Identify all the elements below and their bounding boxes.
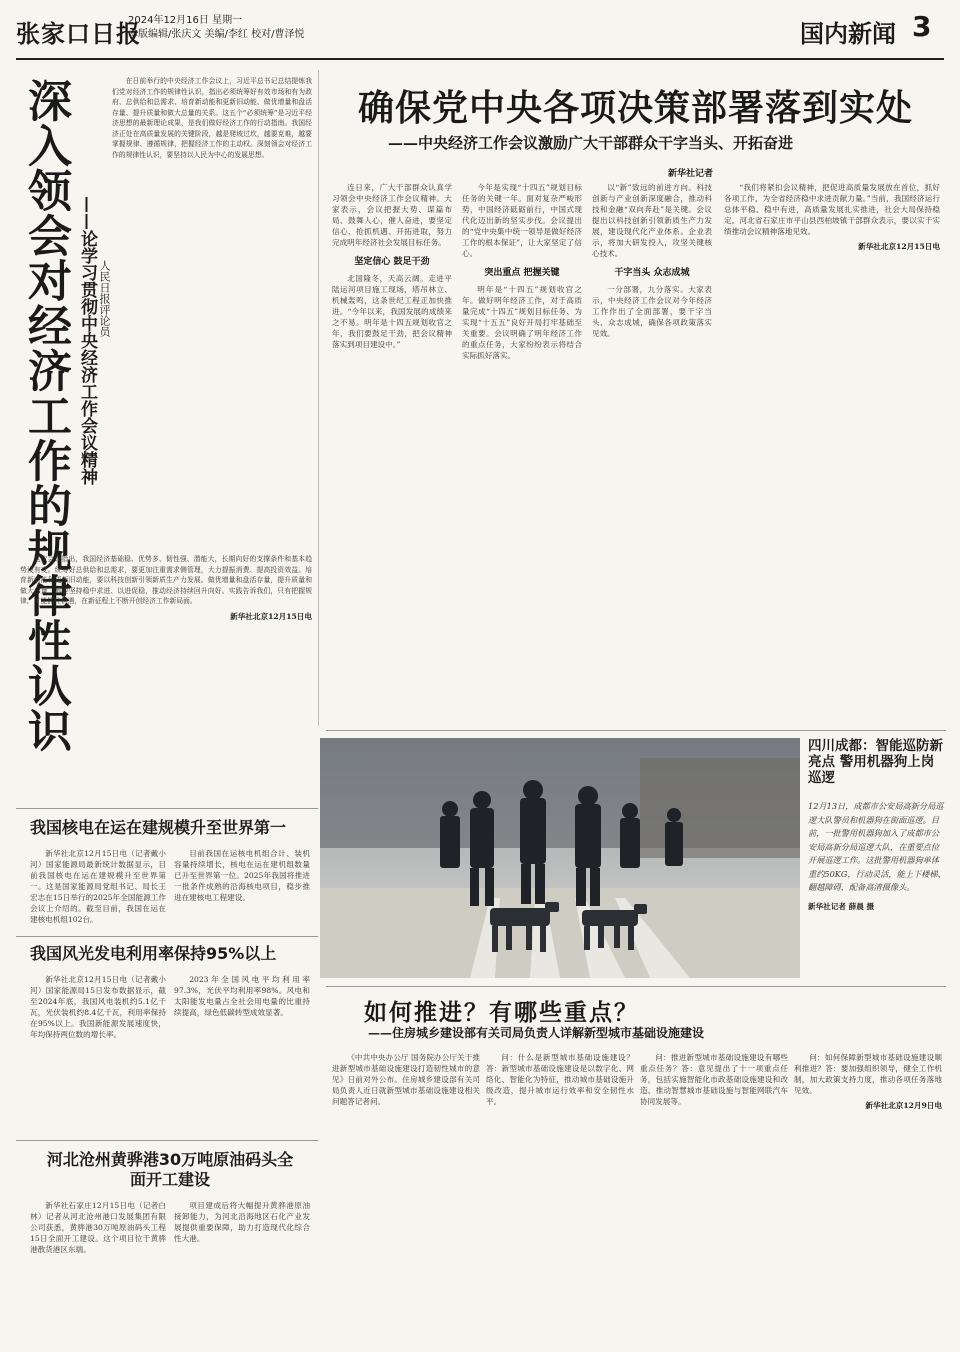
masthead-rule [16,58,944,60]
news-title-nuclear: 我国核电在运在建规模升至世界第一 [30,818,287,837]
news-nuclear-col-1 [30,848,166,925]
urban-title: 如何推进？有哪些重点？ [364,999,639,1026]
commentary-subtitle: ——论学习贯彻中央经济工作会议精神 [77,196,97,485]
lead-subhead: 干字当头 众志成城 [614,268,690,278]
news-title-port: 河北沧州黄骅港30万吨原油码头全面开工建设 [46,1150,294,1189]
commentary-credit: 新华社北京12月15日电 [230,611,312,621]
photo-illustration [320,738,800,978]
commentary-body-top [112,76,312,160]
lead-paragraph: “我们将紧扣会议精神，把促进高质量发展放在首位，抓好各项工作，为全省经济稳中求进贡献力量。”当前，我国经济运行总体平稳、稳中有进，高质量发展扎实推进，社会大局保持稳定。河北省石家庄市平山县西柏坡镇干部群众表示，要以实干实绩推动会议精神落地见效。 [724,183,940,236]
photo-credit: 新华社记者 薛晨 摄 [808,901,875,911]
photo-caption: 12月13日，成都市公安局高新分局巡逻大队警员和机器狗在街面巡逻。目前，一批警用机器狗加入了成都市公安局高新分局巡逻大队，在重要点位开展巡逻工作。这批警用机器狗单体重约50KG，行动灵活，能上下楼梯、翻越障碍，配备高清摄像头。 [808,801,946,892]
lead-credit: 新华社北京12月15日电 [858,242,940,251]
news-wind-solar-col-2 [174,974,310,1018]
photo-title: 四川成都：智能巡防新亮点 警用机器狗上岗巡逻 [808,738,943,786]
news-paragraph: 新华社石家庄12月15日电（记者白林）记者从河北沧州港口发展集团有限公司获悉，黄骅港30万吨原油码头工程15日全面开工建设。这个项目位于黄骅港散货港区东端。 [30,1201,166,1254]
masthead [0,0,960,64]
commentary-headline: 深入领会对经济工作的规律性认识 [20,78,71,753]
news-port-col-2 [174,1200,310,1244]
news-paragraph: 项目建成后将大幅提升黄骅港原油接卸能力，为河北沿海地区石化产业发展提供重要保障，助力打造现代化综合性大港。 [174,1201,310,1243]
commentary-body-bottom [20,554,312,622]
section-title: 国内新闻 [800,20,896,48]
date-line: 2024年12月16日 星期一 [128,15,243,26]
news-paragraph: 2023年全国风电平均利用率97.3%，光伏平均利用率98%。风电和太阳能发电量占全社会用电量的比重持续提高，绿色低碳转型成效显著。 [174,975,310,1017]
section-divider [16,936,318,937]
page-number: 3 [912,10,932,43]
edition-info [128,14,304,42]
lead-column-4 [724,182,940,252]
lead-paragraph: 以“新”致远的前进方向。科技创新与产业创新深度融合，推动科技和金融“双向奔赴”是关键。会议提出以科技创新引领新质生产力发展，建设现代化产业体系。企业表示，将加大研发投入，攻坚关键核心技术。 [592,183,712,258]
news-paragraph: 新华社北京12月15日电（记者戴小河）国家能源局最新统计数据显示，目前我国核电在运在建规模升至世界第一。这是国家能源局党组书记、局长王宏志在15日举行的2025年全国能源工作会议上介绍的。截至目前，我国在运在建核电机组102台。 [30,849,166,924]
lead-paragraph: 一分部署，九分落实。大家表示，中央经济工作会议对今年经济工作作出了全面部署，要干字当头、众志成城，确保各项政策落实见效。 [592,285,712,338]
lead-column-2 [462,182,582,361]
column-divider [318,70,319,726]
news-port-col-1 [30,1200,166,1255]
lead-paragraph: 连日来，广大干部群众认真学习领会中央经济工作会议精神。大家表示，会议把握大势、谋篇布局、鼓舞人心，催人奋进，要坚定信心、抢抓机遇、开拓进取，努力完成明年经济社会发展目标任务。 [332,183,452,247]
editors-line: 本版编辑/张庆文 美编/李红 校对/曹泽悦 [128,29,305,40]
news-nuclear-col-2 [174,848,310,903]
lead-column-1 [332,182,452,350]
lead-subhead: 突出重点 把握关键 [484,268,560,278]
section-divider [16,1140,318,1141]
news-wind-solar-col-1 [30,974,166,1040]
lead-column-3 [592,182,712,339]
lead-author: 新华社记者 [668,169,714,179]
urban-column-1 [332,1052,480,1107]
photo-caption-block [808,738,946,978]
urban-paragraph: 问：推进新型城市基础设施建设有哪些重点任务？答：意见提出了十一项重点任务，包括实施智能化市政基础设施建设和改造、推动智慧城市基础设施与智能网联汽车协同发展等。 [640,1053,788,1106]
news-title-wind-solar: 我国风光发电利用率保持95%以上 [30,944,277,963]
newspaper-logo: 张家口日报 [16,19,141,48]
lead-paragraph: 北国隆冬，天高云阔。走进平陆运河项目施工现场，塔吊林立、机械轰鸣，这条世纪工程正加快推进。“今年以来，我国发展的成绩来之不易。明年是十四五规划收官之年，我们要鼓足干劲，把会议精神落实到项目建设中。” [332,274,452,349]
section-divider [16,808,318,809]
lead-subtitle: ——中央经济工作会议激励广大干部群众干字当头、开拓奋进 [388,134,794,152]
news-paragraph: 新华社北京12月15日电（记者戴小河）国家能源局15日发布数据显示，截至2024年底，我国风电装机约5.1亿千瓦，光伏装机约8.4亿千瓦，利用率保持在95%以上。我国新能源发展速度快，年均保持两位数的增长率。 [30,975,166,1039]
urban-subtitle: ——住房城乡建设部有关司局负责人详解新型城市基础设施建设 [368,1026,705,1040]
urban-credit: 新华社北京12月9日电 [865,1101,942,1110]
section-divider [326,986,946,987]
urban-paragraph: 问：如何保障新型城市基础设施建设顺利推进？答：要加强组织领导，健全工作机制，加大政策支持力度，推动各项任务落地见效。 [794,1053,942,1095]
lead-paragraph: 明年是“十四五”规划收官之年。做好明年经济工作，对于高质量完成“十四五”规划目标任务、为实现“十五五”良好开局打牢基础至关重要。会议明确了明年经济工作的重点任务，大家纷纷表示将结合实际抓好落实。 [462,285,582,360]
urban-paragraph: 问：什么是新型城市基础设施建设？答：新型城市基础设施建设是以数字化、网络化、智能化为特征，推动城市基础设施升级改造，提升城市运行效率和安全韧性水平。 [486,1053,634,1106]
lead-title: 确保党中央各项决策部署落到实处 [358,87,914,129]
urban-paragraph: 《中共中央办公厅 国务院办公厅关于推进新型城市基础设施建设打造韧性城市的意见》日前对外公布。住房城乡建设部有关司局负责人近日就新型城市基础设施建设相关问题答记者问。 [332,1053,480,1106]
commentary-source: 人民日报评论员 [98,260,111,337]
lead-paragraph: 今年是实现“十四五”规划目标任务的关键一年。面对复杂严峻形势，中国经济砥砺前行，中国式现代化迈出新的坚实步伐。会议提出的“党中央集中统一领导是做好经济工作的根本保证”，让大家坚定了信心。 [462,183,582,258]
commentary-paragraph: 这次会议指出，我国经济基础稳、优势多、韧性强、潜能大，长期向好的支撑条件和基本趋势没有变。统筹好总供给和总需求，要更加注重需求侧管理，大力提振消费、提高投资效益。培育新动能和更新旧动能，要以科技创新引领新质生产力发展。做优增量和盘活存量，提升质量和做大总量，都要坚持稳中求进、以进促稳，推动经济持续回升向好。实践告诉我们，只有把握规律，才能抓住机遇，在新征程上不断开创经济工作新局面。 [20,555,312,605]
section-divider [326,730,946,731]
urban-column-2 [486,1052,634,1107]
news-paragraph: 目前我国在运核电机组合计、装机容量持续增长，核电在运在建机组数量已升至世界第一位。2025年我国将推进一批条件成熟的沿海核电项目，稳步推进在建核电工程建设。 [174,849,310,902]
lead-subhead: 坚定信心 鼓足干劲 [354,257,430,267]
commentary-paragraph: 在日前举行的中央经济工作会议上，习近平总书记总结提炼我们党对经济工作的规律性认识，指出必须统筹好有效市场和有为政府、总供给和总需求、培育新动能和更新旧动能、做优增量和盘活存量、提升质量和做大总量的关系。这五个“必须统筹”是习近平经济思想的最新理论成果，是我们做好经济工作的行动指南。我国经济正处在高质量发展的关键阶段，越是爬坡过坎，越要克难，越要掌握规律、遵循规律，把握经济工作的主动权。深刻领会对经济工作的规律性认识，要坚持以人民为中心的发展思想。 [112,77,312,159]
robot-dog-patrol-photo [320,738,800,978]
urban-column-3 [640,1052,788,1107]
urban-column-4 [794,1052,942,1111]
